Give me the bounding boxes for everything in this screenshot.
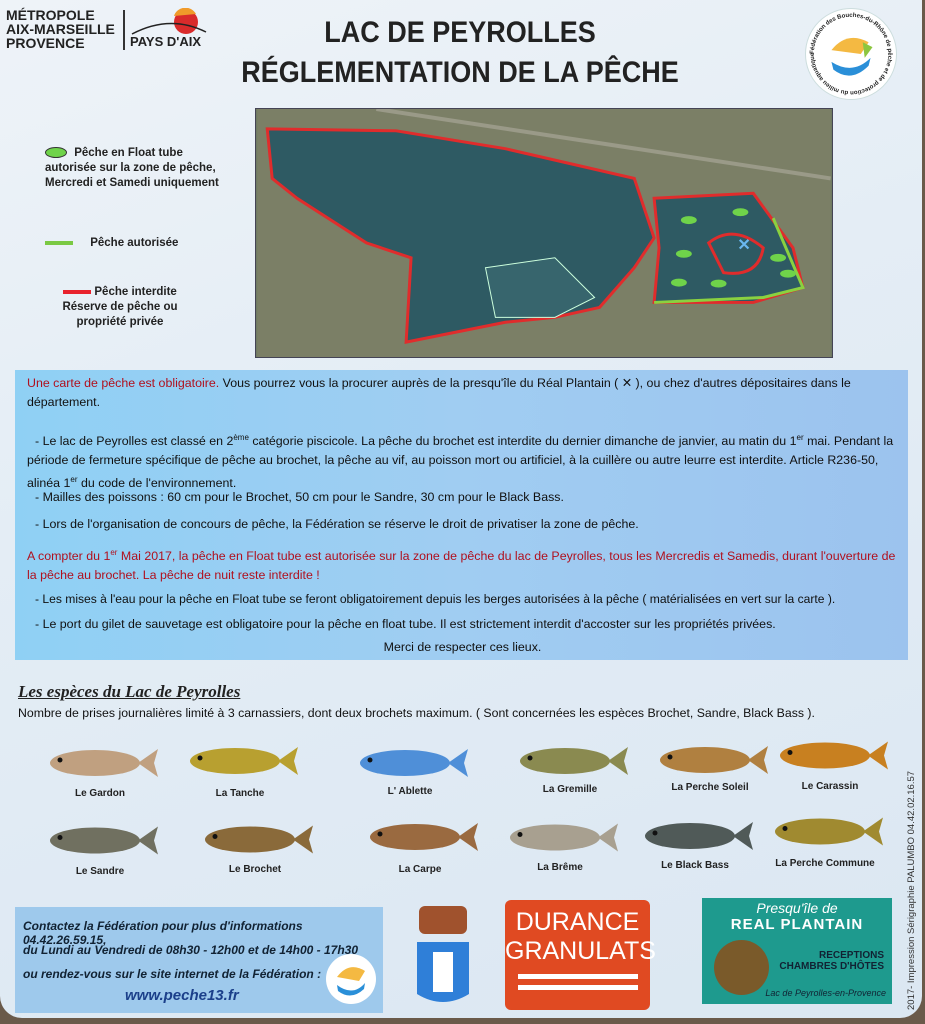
ad-text: CHAMBRES D'HÔTES: [779, 961, 884, 972]
fish-item: [505, 738, 635, 795]
red-line-icon: [63, 290, 91, 294]
paragraph-thanks: Merci de respecter ces lieux.: [383, 640, 542, 654]
pays-aix-logo: PAYS D'AIX: [130, 34, 202, 49]
fish-label: La Brême: [537, 862, 583, 873]
fish-item: [630, 812, 760, 871]
paragraph-sizes: - Mailles des poissons : 60 cm pour le Brochet, 50 cm pour le Sandre, 30 cm pour le Black Bass.: [35, 490, 564, 504]
contact-line: du Lundi au Vendredi de 08h30 - 12h00 et de 14h00 - 17h30: [23, 943, 358, 957]
metropole-logo: [6, 8, 115, 50]
fish-label: Le Black Bass: [661, 860, 729, 871]
website-link[interactable]: www.peche13.fr: [125, 987, 239, 1004]
fish-item: [175, 734, 305, 799]
legend-allowed: [45, 236, 235, 251]
federation-logo: [805, 8, 897, 100]
paragraph-launch: - Les mises à l'eau pour la pêche en Float tube se feront obligatoirement depuis les berges autorisées à la pêche ( matérialisées en vert sur la carte ).: [35, 592, 836, 606]
logo-line: PROVENCE: [6, 35, 85, 51]
fish-icon: [770, 730, 890, 781]
fish-label: La Perche Soleil: [671, 782, 749, 793]
federation-logo-text-path: Fédération des Bouches-du-Rhône de pêche et de protection du milieu aquatique: [809, 12, 893, 96]
green-line-icon: [45, 241, 73, 245]
fish-icon: [765, 805, 885, 858]
green-ellipse-icon: [45, 147, 67, 158]
fish-item: [35, 738, 165, 799]
logo-text: DURANCE: [515, 908, 640, 936]
regulations-panel: [15, 370, 908, 660]
page-title: LAC DE PEYROLLES: [324, 16, 596, 49]
paragraph-contests: - Lors de l'organisation de concours de pêche, la Fédération se réserve le droit de privatiser la zone de pêche.: [35, 517, 639, 531]
fish-icon: [500, 813, 620, 862]
fish-item: [760, 805, 890, 869]
fish-item: [765, 730, 895, 792]
svg-text:✕: ✕: [737, 236, 751, 254]
fish-label: Le Carassin: [801, 781, 859, 792]
logo-line: AIX-MARSEILLE: [6, 21, 115, 37]
fish-label: L' Ablette: [387, 786, 433, 797]
fish-item: [355, 810, 485, 875]
contact-line: Contactez la Fédération pour plus d'informations 04.42.26.59.15,: [23, 919, 303, 947]
fish-icon: [510, 738, 630, 784]
fish-item: [495, 813, 625, 873]
fish-label: La Gremille: [542, 784, 598, 795]
paragraph-float-tube: A compter du 1er Mai 2017, la pêche en Float tube est autorisée sur la zone de pêche du lac de Peyrolles, tous les Mercredis et Samedis, durant l'ouverture de la pêche au brochet. La pêche de nuit reste interdite !: [27, 548, 896, 583]
fish-item: [190, 815, 320, 875]
legend-label: Pêche interdite Réserve de pêche ou propriété privée: [62, 286, 178, 328]
real-plantain-ad: [702, 898, 892, 1004]
paragraph-lifejacket: - Le port du gilet de sauvetage est obligatoire pour la pêche en float tube. Il est strictement interdit d'accoster sur les propriétés privées.: [35, 617, 776, 631]
paragraph-card: Une carte de pêche est obligatoire. Vous pourrez vous la procurer auprès de la presqu'île du Réal Plantain ( ✕ ), ou chez d'autres dépositaires dans le département.: [27, 376, 851, 409]
contact-line: ou rendez-vous sur le site internet de la Fédération :: [23, 967, 322, 981]
fish-item: [345, 740, 475, 797]
fish-label: La Carpe: [398, 864, 442, 875]
peyrolles-coat-of-arms: [413, 902, 473, 1010]
page-subtitle: RÉGLEMENTATION DE LA PÊCHE: [241, 56, 679, 89]
fish-icon: [350, 740, 470, 786]
fish-icon: [40, 815, 160, 866]
paragraph-category: - Le lac de Peyrolles est classé en 2ème catégorie piscicole. La pêche du brochet est interdite du dernier dimanche de janvier, au matin du 1er mai. Pendant la période de fermeture spécifique de pêche au brochet, la pêche au vif, au poisson mort ou artificiel, à la cuillère ou autre leurre est interdite. Article R236-50, alinéa 1er du code de l'environnement.: [27, 433, 894, 491]
fish-icon: [635, 812, 755, 860]
durance-granulats-logo: [505, 900, 656, 1010]
legend-forbidden: [45, 285, 195, 330]
species-title: Les espèces du Lac de Peyrolles: [18, 682, 241, 701]
fish-label: Le Sandre: [75, 866, 125, 877]
legend-label: Pêche en Float tube autorisée sur la zone de pêche, Mercredi et Samedi uniquement: [45, 147, 219, 189]
fish-icon: [40, 738, 160, 788]
ad-text: REAL PLANTAIN: [730, 916, 864, 933]
fish-icon: [180, 734, 300, 788]
lake-map: [255, 108, 833, 358]
printer-credit: 2017- Impression Sérigraphie PALUMBO 04.42.02.16.57: [906, 770, 917, 1010]
fish-icon: [360, 810, 480, 864]
divider: [123, 10, 125, 50]
contact-box: [15, 907, 383, 1013]
fish-label: Le Brochet: [228, 864, 282, 875]
pays-aix-sun-icon: [130, 8, 210, 36]
legend-float-tube: [45, 146, 235, 191]
fish-item: [35, 815, 165, 877]
legend-label: Pêche autorisée: [90, 237, 179, 249]
logo-line: MÉTROPOLE: [6, 7, 95, 23]
logo-text: GRANULATS: [505, 937, 656, 965]
federation-logo-small: [325, 953, 377, 1005]
ad-text: Lac de Peyrolles-en-Provence: [765, 988, 886, 998]
fish-label: Le Gardon: [74, 788, 125, 799]
fish-label: La Tanche: [215, 788, 265, 799]
fish-icon: [195, 815, 315, 864]
ad-text: Presqu'île de: [756, 900, 838, 916]
fish-item: [645, 738, 775, 793]
fish-label: La Perche Commune: [775, 858, 875, 869]
species-note: Nombre de prises journalières limité à 3 carnassiers, dont deux brochets maximum. ( Sont concernées les espèces Brochet, Sandre, Black Bass ).: [18, 706, 815, 720]
ad-text: RECEPTIONS: [818, 950, 884, 961]
fish-icon: [650, 738, 770, 782]
